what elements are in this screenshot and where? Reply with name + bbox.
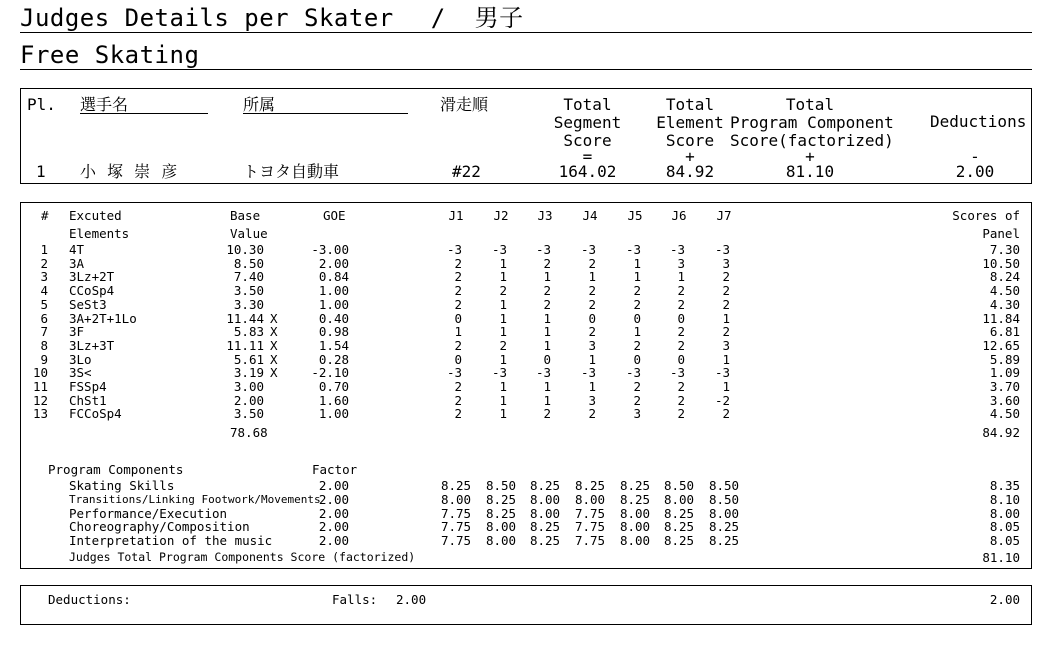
component-judge-score: 8.00 [708, 506, 740, 521]
component-judge-score: 8.00 [619, 519, 651, 534]
element-judge-score: 2 [454, 393, 462, 408]
element-judge-score: 2 [454, 269, 462, 284]
element-judge-score: 3 [677, 256, 685, 271]
element-goe: 0.98 [318, 324, 349, 339]
judge-header: J7 [716, 208, 732, 223]
element-panel-score: 1.09 [989, 365, 1020, 380]
component-judge-score: 8.50 [663, 478, 695, 493]
component-panel-score: 8.05 [989, 533, 1020, 548]
element-judge-score: 0 [633, 311, 641, 326]
element-judge-score: 2 [677, 297, 685, 312]
element-panel-score: 11.84 [982, 311, 1020, 326]
col-pl: Pl. [27, 95, 56, 114]
element-judge-score: 2 [722, 297, 730, 312]
col-name: 選手名 [80, 97, 210, 114]
element-panel-score: 3.70 [989, 379, 1020, 394]
element-code: CCoSp4 [69, 283, 115, 298]
falls-label: Falls: [332, 592, 378, 607]
hdr-value: Value [230, 226, 268, 241]
element-panel-score: 4.50 [989, 283, 1020, 298]
element-code: FCCoSp4 [69, 406, 122, 421]
col-club: 所属 [243, 97, 408, 114]
element-code: 3Lz+2T [69, 269, 115, 284]
element-panel-score: 8.24 [989, 269, 1020, 284]
element-judge-score: 1 [543, 393, 551, 408]
component-judge-score: 8.25 [485, 492, 517, 507]
component-judge-score: 7.75 [440, 533, 472, 548]
element-x-marker: X [270, 311, 278, 326]
element-judge-score: 2 [677, 379, 685, 394]
element-base-value: 3.50 [233, 406, 264, 421]
component-judge-score: 8.25 [708, 533, 740, 548]
report-title: Judges Details per Skater / 男子 [20, 4, 524, 32]
element-judge-score: 0 [588, 311, 596, 326]
component-judge-score: 8.25 [529, 533, 561, 548]
hdr-base: Base [230, 208, 261, 223]
element-judge-score: 1 [499, 311, 507, 326]
op-plus-tes: + [685, 147, 695, 166]
deductions-box [20, 585, 1032, 625]
element-judge-score: 1 [722, 311, 730, 326]
element-base-value: 3.19 [233, 365, 264, 380]
element-judge-score: 1 [543, 311, 551, 326]
deductions-total: 2.00 [989, 592, 1020, 607]
element-number: 12 [32, 393, 48, 408]
element-judge-score: 3 [722, 256, 730, 271]
component-panel-score: 8.10 [989, 492, 1020, 507]
base-value-total: 78.68 [230, 425, 268, 440]
element-judge-score: 2 [543, 297, 551, 312]
element-judge-score: -3 [580, 365, 596, 380]
element-judge-score: 3 [722, 338, 730, 353]
component-judge-score: 8.25 [574, 478, 606, 493]
element-goe: 1.60 [318, 393, 349, 408]
element-number: 4 [40, 283, 48, 298]
judge-header: J6 [671, 208, 687, 223]
total-segment-score: 164.02 [558, 162, 617, 181]
component-panel-score: 8.05 [989, 519, 1020, 534]
component-judge-score: 8.25 [529, 519, 561, 534]
element-judge-score: 3 [588, 338, 596, 353]
component-judge-score: 8.00 [619, 506, 651, 521]
element-code: 3F [69, 324, 85, 339]
element-base-value: 11.11 [226, 338, 264, 353]
element-judge-score: 1 [499, 256, 507, 271]
component-name: Skating Skills [69, 478, 175, 493]
component-judge-score: 8.25 [619, 492, 651, 507]
element-judge-score: 2 [633, 379, 641, 394]
element-judge-score: 2 [722, 324, 730, 339]
element-code: 3Lo [69, 352, 92, 367]
element-x-marker: X [270, 324, 278, 339]
component-judge-score: 8.00 [485, 533, 517, 548]
element-x-marker: X [270, 365, 278, 380]
element-judge-score: 2 [633, 338, 641, 353]
element-judge-score: -3 [491, 365, 507, 380]
element-judge-score: 1 [543, 324, 551, 339]
element-goe: 0.28 [318, 352, 349, 367]
element-judge-score: 2 [543, 283, 551, 298]
hdr-executed: Excuted [69, 208, 122, 223]
component-judge-score: 8.00 [529, 506, 561, 521]
element-base-value: 2.00 [233, 393, 264, 408]
component-judge-score: 8.25 [663, 506, 695, 521]
component-judge-score: 8.00 [574, 492, 606, 507]
element-judge-score: 2 [454, 283, 462, 298]
element-judge-score: 2 [543, 406, 551, 421]
element-panel-score: 12.65 [982, 338, 1020, 353]
component-judge-score: 8.25 [708, 519, 740, 534]
component-judge-score: 8.50 [708, 492, 740, 507]
element-base-value: 3.00 [233, 379, 264, 394]
element-panel-score: 7.30 [989, 242, 1020, 257]
element-number: 10 [32, 365, 48, 380]
element-judge-score: 0 [633, 352, 641, 367]
segment-title: Free Skating [20, 41, 200, 69]
hdr-panel: Panel [982, 226, 1020, 241]
element-judge-score: 1 [677, 269, 685, 284]
component-panel-score: 8.35 [989, 478, 1020, 493]
col-order: 滑走順 [440, 95, 489, 114]
element-judge-score: 2 [454, 256, 462, 271]
element-judge-score: -3 [580, 242, 596, 257]
element-number: 13 [32, 406, 48, 421]
element-goe: -2.10 [311, 365, 349, 380]
element-judge-score: -3 [535, 365, 551, 380]
element-judge-score: 1 [543, 379, 551, 394]
element-judge-score: 1 [499, 379, 507, 394]
hdr-elements: Elements [69, 226, 130, 241]
component-judge-score: 8.25 [485, 506, 517, 521]
element-goe: 1.00 [318, 297, 349, 312]
element-number: 3 [40, 269, 48, 284]
component-factor: 2.00 [318, 519, 349, 534]
op-equals: = [582, 147, 593, 166]
element-judge-score: 1 [499, 324, 507, 339]
col-total-element-score: Total Element Score [656, 95, 724, 150]
component-name: Interpretation of the music [69, 533, 273, 548]
judge-header: J5 [627, 208, 643, 223]
component-name: Choreography/Composition [69, 519, 250, 534]
component-judge-score: 8.25 [619, 478, 651, 493]
col-total-pcs: Total Program Component Score(factorized) [730, 95, 894, 150]
element-number: 7 [40, 324, 48, 339]
element-judge-score: 1 [499, 406, 507, 421]
element-code: 3S< [69, 365, 92, 380]
component-panel-score: 8.00 [989, 506, 1020, 521]
element-code: 4T [69, 242, 85, 257]
element-goe: 0.40 [318, 311, 349, 326]
element-panel-score: 10.50 [982, 256, 1020, 271]
element-judge-score: 2 [677, 393, 685, 408]
element-judge-score: 1 [454, 324, 462, 339]
element-judge-score: 2 [677, 338, 685, 353]
element-judge-score: 2 [454, 379, 462, 394]
element-number: 8 [40, 338, 48, 353]
component-judge-score: 7.75 [440, 506, 472, 521]
components-label: Program Components [48, 462, 184, 477]
element-judge-score: 2 [499, 338, 507, 353]
hdr-num: # [41, 208, 49, 223]
component-judge-score: 7.75 [574, 506, 606, 521]
element-judge-score: -3 [669, 242, 685, 257]
falls-value: 2.00 [396, 592, 427, 607]
element-judge-score: 2 [633, 283, 641, 298]
element-judge-score: 2 [588, 406, 596, 421]
element-panel-score: 4.50 [989, 406, 1020, 421]
judge-header: J3 [537, 208, 553, 223]
element-base-value: 8.50 [233, 256, 264, 271]
title-rule [20, 32, 1032, 33]
element-code: ChSt1 [69, 393, 107, 408]
element-code: 3A [69, 256, 85, 271]
component-name: Transitions/Linking Footwork/Movements [69, 493, 321, 506]
element-judge-score: 1 [588, 269, 596, 284]
element-judge-score: 0 [543, 352, 551, 367]
element-judge-score: 1 [499, 352, 507, 367]
element-judge-score: 2 [588, 283, 596, 298]
component-factor: 2.00 [318, 478, 349, 493]
element-judge-score: -2 [714, 393, 730, 408]
component-judge-score: 8.00 [485, 519, 517, 534]
components-total-score: 81.10 [982, 550, 1020, 565]
hdr-goe: GOE [323, 208, 346, 223]
element-judge-score: 1 [633, 269, 641, 284]
element-x-marker: X [270, 338, 278, 353]
segment-rule [20, 69, 1032, 70]
element-x-marker: X [270, 352, 278, 367]
op-minus: - [970, 147, 980, 166]
starting-order: #22 [452, 162, 481, 181]
component-judge-score: 8.00 [663, 492, 695, 507]
element-judge-score: 1 [543, 269, 551, 284]
element-judge-score: 1 [722, 379, 730, 394]
element-judge-score: 2 [454, 338, 462, 353]
judge-header: J1 [448, 208, 464, 223]
element-base-value: 5.61 [233, 352, 264, 367]
element-judge-score: 2 [677, 324, 685, 339]
element-judge-score: 2 [543, 256, 551, 271]
element-base-value: 5.83 [233, 324, 264, 339]
element-judge-score: 2 [633, 297, 641, 312]
element-judge-score: 2 [499, 283, 507, 298]
element-goe: 2.00 [318, 256, 349, 271]
component-judge-score: 8.00 [529, 492, 561, 507]
element-judge-score: -3 [491, 242, 507, 257]
element-judge-score: 2 [722, 406, 730, 421]
component-name: Performance/Execution [69, 506, 228, 521]
component-factor: 2.00 [318, 506, 349, 521]
element-code: SeSt3 [69, 297, 107, 312]
element-judge-score: -3 [446, 242, 462, 257]
element-judge-score: 1 [633, 324, 641, 339]
element-number: 9 [40, 352, 48, 367]
element-base-value: 11.44 [226, 311, 264, 326]
element-judge-score: 2 [588, 297, 596, 312]
op-plus-pcs: + [805, 147, 815, 166]
element-panel-score: 3.60 [989, 393, 1020, 408]
element-judge-score: 3 [588, 393, 596, 408]
total-element-score: 84.92 [665, 162, 715, 181]
element-goe: 1.00 [318, 406, 349, 421]
element-judge-score: 1 [499, 297, 507, 312]
element-judge-score: -3 [669, 365, 685, 380]
element-judge-score: 1 [499, 269, 507, 284]
element-panel-score: 6.81 [989, 324, 1020, 339]
placement: 1 [36, 162, 46, 181]
element-judge-score: -3 [714, 365, 730, 380]
judge-header: J4 [582, 208, 598, 223]
total-pcs-score: 81.10 [785, 162, 835, 181]
element-judge-score: 0 [454, 352, 462, 367]
element-judge-score: -3 [714, 242, 730, 257]
element-judge-score: 2 [633, 393, 641, 408]
element-judge-score: 1 [722, 352, 730, 367]
hdr-scores-of: Scores of [952, 208, 1020, 223]
component-judge-score: 8.00 [440, 492, 472, 507]
component-factor: 2.00 [318, 492, 349, 507]
element-panel-score: 5.89 [989, 352, 1020, 367]
element-judge-score: 2 [588, 256, 596, 271]
element-number: 6 [40, 311, 48, 326]
element-judge-score: 1 [588, 352, 596, 367]
element-goe: 0.70 [318, 379, 349, 394]
element-judge-score: -3 [625, 242, 641, 257]
element-goe: 1.54 [318, 338, 349, 353]
component-factor: 2.00 [318, 533, 349, 548]
element-base-value: 3.50 [233, 283, 264, 298]
element-code: 3A+2T+1Lo [69, 311, 137, 326]
element-base-value: 7.40 [233, 269, 264, 284]
component-judge-score: 7.75 [574, 533, 606, 548]
component-judge-score: 8.00 [619, 533, 651, 548]
element-judge-score: 0 [677, 352, 685, 367]
element-goe: 0.84 [318, 269, 349, 284]
component-judge-score: 8.50 [485, 478, 517, 493]
element-judge-score: 1 [633, 256, 641, 271]
element-judge-score: 3 [633, 406, 641, 421]
element-judge-score: 0 [454, 311, 462, 326]
judge-header: J2 [493, 208, 509, 223]
element-base-value: 10.30 [226, 242, 264, 257]
element-number: 1 [40, 242, 48, 257]
component-judge-score: 8.25 [663, 533, 695, 548]
col-total-segment-score: Total Segment Score [553, 95, 622, 150]
element-judge-score: 1 [588, 379, 596, 394]
skater-club: トヨタ自動車 [243, 162, 340, 181]
element-judge-score: -3 [535, 242, 551, 257]
element-panel-score: 4.30 [989, 297, 1020, 312]
component-judge-score: 8.25 [529, 478, 561, 493]
element-judge-score: 2 [677, 406, 685, 421]
element-judge-score: 2 [722, 283, 730, 298]
element-goe: 1.00 [318, 283, 349, 298]
component-judge-score: 7.75 [440, 519, 472, 534]
elements-score-total: 84.92 [982, 425, 1020, 440]
element-judge-score: 2 [454, 406, 462, 421]
element-judge-score: 2 [454, 297, 462, 312]
element-base-value: 3.30 [233, 297, 264, 312]
component-judge-score: 8.25 [440, 478, 472, 493]
element-judge-score: 0 [677, 311, 685, 326]
component-judge-score: 8.25 [663, 519, 695, 534]
element-judge-score: 2 [677, 283, 685, 298]
element-judge-score: 1 [543, 338, 551, 353]
element-number: 5 [40, 297, 48, 312]
element-judge-score: 1 [499, 393, 507, 408]
element-judge-score: 2 [722, 269, 730, 284]
element-code: FSSp4 [69, 379, 107, 394]
element-judge-score: -3 [446, 365, 462, 380]
col-deductions: Deductions [930, 112, 1027, 131]
element-number: 11 [32, 379, 48, 394]
component-judge-score: 7.75 [574, 519, 606, 534]
element-goe: -3.00 [311, 242, 349, 257]
element-code: 3Lz+3T [69, 338, 115, 353]
component-judge-score: 8.50 [708, 478, 740, 493]
element-number: 2 [40, 256, 48, 271]
total-deductions: 2.00 [955, 162, 995, 181]
element-judge-score: -3 [625, 365, 641, 380]
components-total-label: Judges Total Program Components Score (factorized) [69, 550, 416, 564]
deductions-label: Deductions: [48, 592, 131, 607]
factor-label: Factor [312, 462, 358, 477]
element-judge-score: 2 [588, 324, 596, 339]
skater-name: 小 塚 崇 彦 [80, 162, 181, 181]
